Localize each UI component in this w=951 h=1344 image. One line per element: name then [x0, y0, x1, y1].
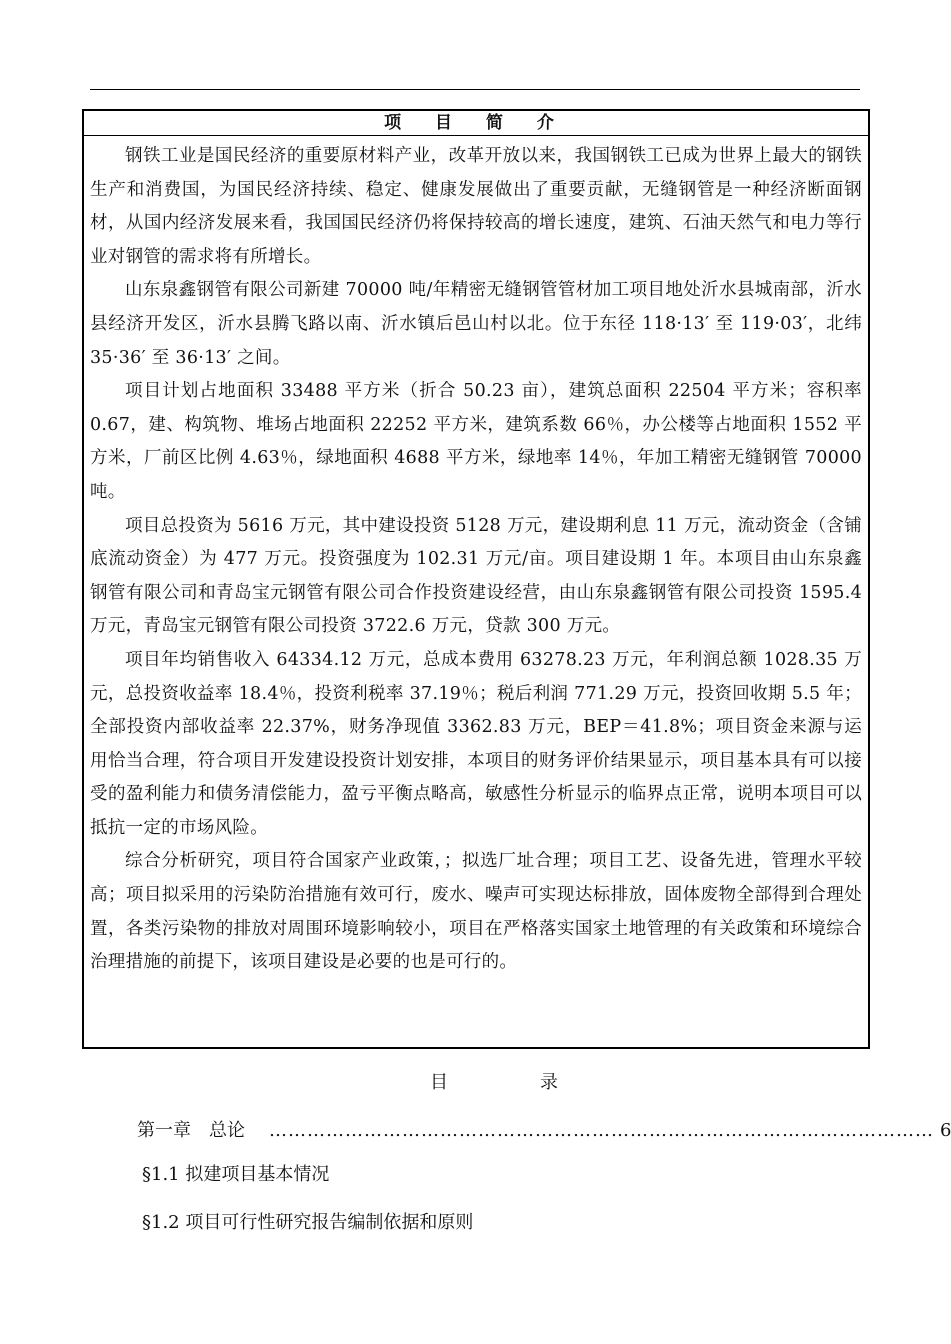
project-summary-box [82, 109, 870, 1049]
toc-chapter-label: 第一章 总论 [137, 1120, 245, 1141]
toc-title-left: 目 [430, 1072, 448, 1093]
summary-title: 项 目 简 介 [84, 111, 868, 136]
toc-leader-dots: …………………………………………………………………………………………… [269, 1120, 934, 1141]
toc-entry-section-1-2[interactable]: §1.2 项目可行性研究报告编制依据和原则 [142, 1212, 474, 1233]
toc-page-number: 6 [940, 1120, 951, 1141]
summary-paragraph-location: 山东泉鑫钢管有限公司新建 70000 吨/年精密无缝钢管管材加工项目地处沂水县城南部，沂水县经济开发区，沂水县腾飞路以南、沂水镇后邑山村以北。位于东径 118·13′ 至 119·03′，北纬 35·36′ 至 36·13′ 之间。 [90, 280, 862, 368]
summary-body [84, 136, 868, 980]
toc-entry-section-1-1[interactable]: §1.1 拟建项目基本情况 [142, 1164, 330, 1185]
toc-title [430, 1068, 558, 1094]
toc-entry-chapter-1[interactable] [137, 1116, 951, 1142]
summary-paragraph-industry: 钢铁工业是国民经济的重要原材料产业，改革开放以来，我国钢铁工已成为世界上最大的钢铁生产和消费国，为国民经济持续、稳定、健康发展做出了重要贡献，无缝钢管是一种经济断面钢材，从国内经济发展来看，我国国民经济仍将保持较高的增长速度，建筑、石油天然气和电力等行业对钢管的需求将有所增长。 [90, 146, 862, 267]
summary-paragraph-investment: 项目总投资为 5616 万元，其中建设投资 5128 万元，建设期利息 11 万元，流动资金（含铺底流动资金）为 477 万元。投资强度为 102.31 万元/亩。项目建设期 1 年。本项目由山东泉鑫钢管有限公司和青岛宝元钢管有限公司合作投资建设经营，由山东泉鑫钢管有限公司投资 1595.4 万元，青岛宝元钢管有限公司投资 3722.6 万元，贷款 300 万元。 [90, 515, 862, 637]
summary-paragraph-land-use: 项目计划占地面积 33488 平方米（折合 50.23 亩），建筑总面积 22504 平方米；容积率 0.67，建、构筑物、堆场占地面积 22252 平方米，建筑系数 66％，办公楼等占地面积 1552 平方米，厂前区比例 4.63％，绿地面积 4688 平方米，绿地率 14％，年加工精密无缝钢管 70000 吨。 [90, 381, 862, 502]
summary-paragraph-conclusion: 综合分析研究，项目符合国家产业政策，；拟选厂址合理；项目工艺、设备先进，管理水平较高；项目拟采用的污染防治措施有效可行，废水、噪声可实现达标排放，固体废物全部得到合理处置，各类污染物的排放对周围环境影响较小，项目在严格落实国家土地管理的有关政策和环境综合治理措施的前提下，该项目建设是必要的也是可行的。 [90, 851, 862, 973]
toc-title-right: 录 [540, 1072, 558, 1093]
header-rule [90, 89, 860, 90]
summary-paragraph-financials: 项目年均销售收入 64334.12 万元，总成本费用 63278.23 万元，年利润总额 1028.35 万元，总投资收益率 18.4％，投资利税率 37.19％；税后利润 771.29 万元，投资回收期 5.5 年；全部投资内部收益率 22.37%，财务净现值 3362.83 万元，BEP＝41.8%；项目资金来源与运用恰当合理，符合项目开发建设投资计划安排，本项目的财务评价结果显示，项目基本具有可以接受的盈利能力和债务清偿能力，盈亏平衡点略高，敏感性分析显示的临界点正常，说明本项目可以抵抗一定的市场风险。 [90, 649, 862, 838]
